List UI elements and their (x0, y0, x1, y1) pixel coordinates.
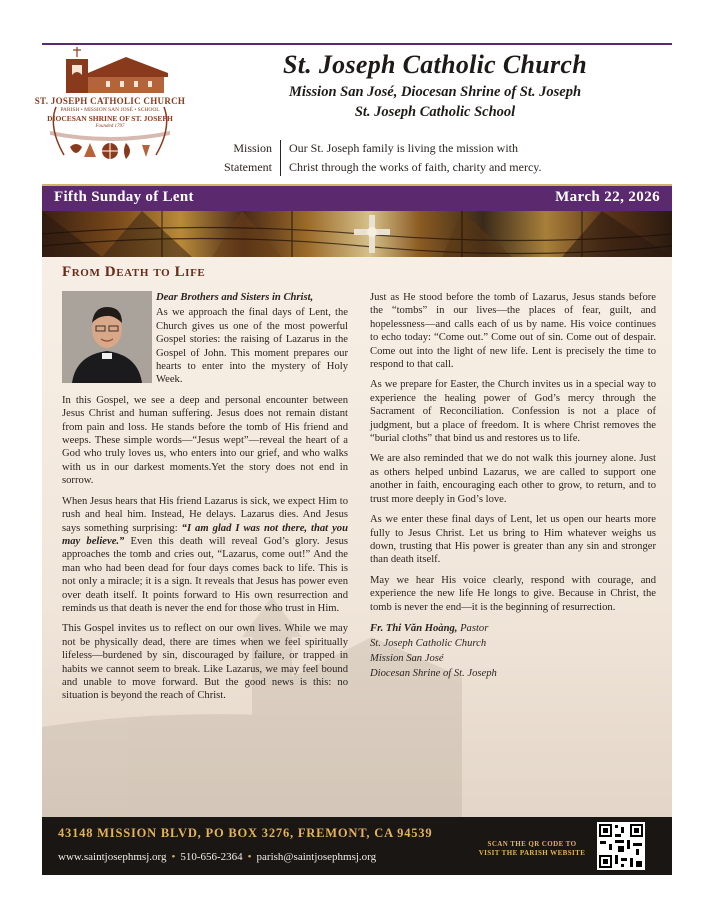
article-title: From Death to Life (62, 264, 206, 280)
paragraph-3-body: Even this death will reveal God’s glory. Jesus approaches the tomb and cries out, “Lazarus, come out!” And the man who had been dead for four days comes back to life. This is not only a miracle; it is a sign. It reveals that Jesus has power even over death itself. It points forward to His own resurrection and reminds us that death is never the end for those who trust in Him. (62, 535, 349, 614)
masthead-subtitle-2: St. Joseph Catholic School (354, 104, 516, 120)
website-link[interactable]: www.saintjosephmsj.org (58, 851, 167, 863)
mission-text-line-2: Christ through the works of faith, charity and mercy. (289, 160, 542, 174)
liturgical-banner (42, 184, 672, 211)
top-rule (42, 43, 672, 45)
email-link[interactable]: parish@saintjosephmsj.org (256, 851, 377, 863)
qr-code-icon (597, 822, 645, 870)
mission-label-line-1: Mission (233, 141, 272, 155)
bulletin-date: March 22, 2026 (555, 189, 660, 205)
pastor-name: Fr. Thi Văn Hoàng, (370, 622, 458, 634)
logo-title: ST. JOSEPH CATHOLIC CHURCH (34, 96, 186, 106)
logo-shrine: DIOCESAN SHRINE OF ST. JOSEPH (47, 114, 173, 123)
article-column-left (62, 291, 348, 710)
pastor-title: Pastor (457, 622, 489, 634)
contact-line (58, 851, 376, 863)
mission-divider (280, 140, 281, 176)
stained-glass-banner (42, 211, 672, 257)
article-column-right (370, 291, 656, 681)
salutation-text: Dear Brothers and Sisters in Christ, (156, 292, 314, 303)
paragraph-3 (62, 495, 348, 616)
paragraph-6: As we prepare for Easter, the Church invites us in a special way to experience the healing power of God’s mercy through the Sacrament of Reconciliation. Confession is not a place of judgment, but a place of freedom. It is where Christ removes the “burial cloths” that bind us and restores us to life. (370, 379, 656, 445)
masthead-subtitle-1: Mission San José, Diocesan Shrine of St. Joseph (288, 84, 582, 100)
mission-label (200, 139, 272, 177)
phone-number[interactable]: 510-656-2364 (180, 851, 243, 863)
parish-logo (30, 47, 190, 177)
paragraph-4: This Gospel invites us to reflect on our own lives. While we may not be physically dead, there are times when we feel spiritually lifeless—burdened by sin, discouraged by failure, or trapped in habits we cannot seem to break. Like Lazarus, we may feel bound and unable to move forward. But the good news is this: no situation is beyond the reach of Christ. (62, 623, 348, 702)
qr-caption-line-1: SCAN THE QR CODE TO (487, 840, 577, 848)
church-name: St. Joseph Catholic Church (283, 50, 587, 79)
masthead (190, 50, 680, 121)
mission-label-line-2: Statement (224, 160, 272, 174)
photo-spacer (62, 291, 156, 387)
signature-line-1 (370, 621, 656, 636)
signature-line-2: St. Joseph Catholic Church (370, 637, 487, 649)
signature-block (370, 621, 656, 681)
qr-caption-line-2: VISIT THE PARISH WEBSITE (478, 849, 586, 857)
separator-dot: • (247, 851, 252, 863)
paragraph-8: As we enter these final days of Lent, let us open our hearts more fully to Jesus Christ. Let us bring to Him whatever weighs us down, trusting that His power is greater than any sin and stronger than death itself. (370, 514, 656, 566)
qr-caption (472, 840, 592, 858)
paragraph-5: Just as He stood before the tomb of Lazarus, Jesus stands before the “tombs” in our lives—the places of fear, guilt, and hopelessness—and calls each of us by name. His voice continues to echo today: “Come out.” Come out of sin. Come out of despair. Come out into the light of new life. Lent is precisely the time to respond to that call. (370, 292, 656, 371)
signature-line-4: Diocesan Shrine of St. Joseph (370, 667, 497, 679)
parish-address: 43148 MISSION BLVD, PO BOX 3276, FREMONT, CA 94539 (58, 826, 433, 840)
paragraph-9: May we hear His voice clearly, respond with courage, and experience the new life He longs to give. Because in Christ, the tomb is never the end—it is the beginning of resurrection. (370, 574, 656, 613)
logo-subline: PARISH • MISSION SAN JOSÉ • SCHOOL (60, 107, 160, 113)
signature-line-3: Mission San José (370, 652, 444, 664)
footer-bar (42, 817, 672, 875)
logo-founded: Founded 1797 (95, 124, 125, 129)
liturgical-day: Fifth Sunday of Lent (54, 189, 194, 205)
stained-glass-image (42, 211, 672, 257)
mission-text-line-1: Our St. Joseph family is living the mission with (289, 141, 519, 155)
mission-statement (289, 139, 669, 177)
paragraph-1: As we approach the final days of Lent, the Church gives us one of the most powerful Gospel stories: the raising of Lazarus in the Gospel of John. This moment prepares our hearts to enter into the mystery of Holy Week. (156, 307, 348, 386)
qr-code[interactable] (597, 822, 645, 870)
paragraph-2: In this Gospel, we see a deep and personal encounter between Jesus Christ and human suffering. Jesus does not remain distant from pain and loss. He stands before the tomb of His friend and weeps. These simple words—“Jesus wept”—reveal the heart of a God who truly loves us, who enters into our grief, and who walks with us in our darkest moments.Yet the story does not end in sorrow. (62, 394, 348, 487)
paragraph-3-intro: When Jesus hears that His friend Lazarus is sick, we expect Him to rush and heal him. Instead, He delays. Lazarus dies. And Jesus says something surprising: (62, 495, 348, 534)
separator-dot: • (171, 851, 176, 863)
gospel-quote: “I am glad I was not there, that you may believe.” (62, 522, 348, 547)
cross-icon (354, 215, 390, 253)
paragraph-7: We are also reminded that we do not walk this journey alone. Just as others helped unbind Lazarus, we are called to support one another in faith, encouraging each other to grow, to return, and to trust more deeply in God’s love. (370, 453, 656, 505)
